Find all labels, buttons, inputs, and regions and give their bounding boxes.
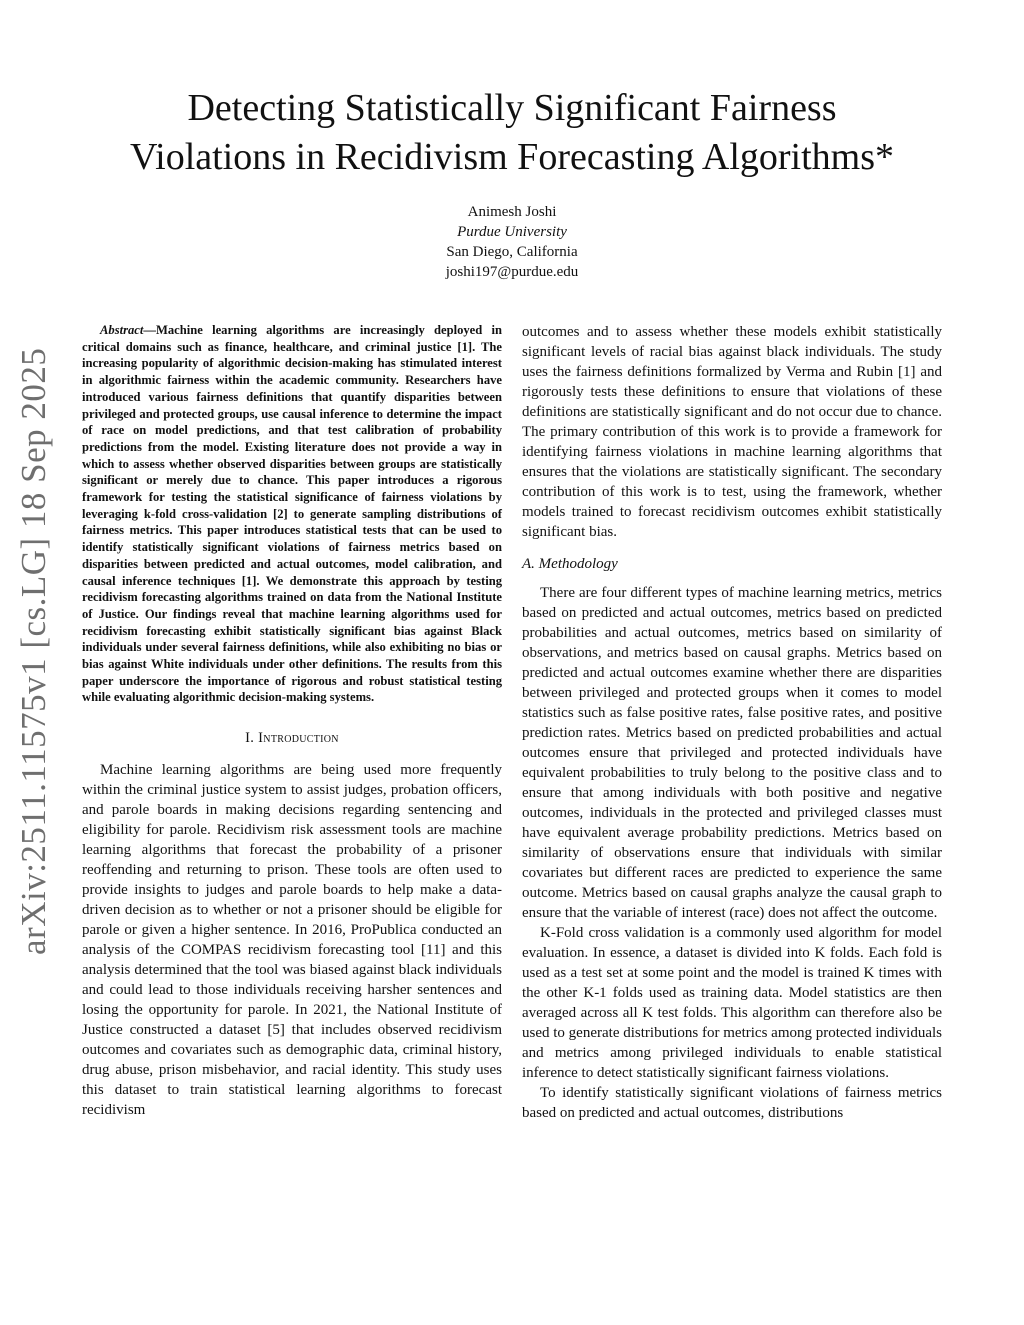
author-block — [312, 202, 712, 282]
section-number: I. — [245, 730, 255, 747]
intro-paragraph: Machine learning algorithms are being used more frequently within the criminal justice system to assist judges, probation officers, and parole boards in making decisions regarding sentencing and eligibility for parole. Recidivism risk assessment tools are machine learning algorithms that forecast the probability of a prisoner reoffending and returning to prison. These tools are often used to provide insights to judges and parole boards to help make a data-driven decision as to whether or not a prisoner should be eligible for parole or given a higher sentence. In 2016, ProPublica conducted an analysis of the COMPAS recidivism forecasting tool [11] and this analysis determined that the tool was biased against black individuals and could lead to those individuals receiving harsher sentences and losing the opportunity for parole. In 2021, the National Institute of Justice constructed a dataset [5] that includes observed recidivism outcomes and covariates such as demographic data, criminal history, drug abuse, prison misbehavior, and racial identity. This study uses this dataset to train statistical learning algorithms to forecast recidivism — [82, 762, 502, 1119]
right-column — [522, 322, 942, 1123]
section-title: Introduction — [258, 730, 339, 747]
intro-paragraph-continued: outcomes and to assess whether these models exhibit statistically significant levels of racial bias against black individuals. The study uses the fairness definitions formalized by Verma and Rubin [1] and rigorously tests these definitions to ensure that violations of these definitions are statistically significant and do not occur due to chance. The primary contribution of this work is to provide a framework for identifying fairness violations in machine learning algorithms that ensures that the violations are statistically significant. The secondary contribution of this work is to test, using the framework, whether models trained to forecast recidivism outcomes exhibit statistically significant bias. — [522, 324, 942, 540]
arxiv-identifier: arXiv:2511.11575v1 [cs.LG] 18 Sep 2025 — [14, 347, 53, 955]
methodology-paragraph-2: K-Fold cross validation is a commonly used algorithm for model evaluation. In essence, a dataset is divided into K folds. Each fold is used as a test set at some point and the model is trained K times with the other K-1 folds used as training data. Model statistics are then averaged across all K test folds. This algorithm can therefore also be used to generate distributions for metrics among protected individuals and metrics among privileged individuals to enable statistical inference to detect statistically significant fairness violations. — [522, 925, 942, 1081]
abstract-label: Abstract — [100, 323, 144, 337]
paper-title-line-1: Detecting Statistically Significant Fairness — [187, 87, 837, 129]
methodology-paragraph-1: There are four different types of machine learning metrics, metrics based on predicted and actual outcomes, metrics based on predicted probabilities and actual outcomes, metrics based on similarity of observations, and metrics based on causal graphs. Metrics based on predicted and actual outcomes examine whether there are disparities between privileged and protected groups when it comes to model statistics such as false positive rates, false positive rates, and positive prediction rates. Metrics based on predicted probabilities and actual outcomes ensure that privileged and protected individuals have equivalent probabilities to truly belong to the positive class and to ensure that among individuals with both positive and negative outcomes, individuals in the protected and privileged classes must have equivalent average probability predictions. Metrics based on similarity of observations ensure that individuals with similar covariates but different races are predicted to experience the same outcome. Metrics based on causal graphs analyze the causal graph to ensure that the variable of interest (race) does not affect the outcome. — [522, 585, 942, 921]
author-location: San Diego, California — [446, 244, 578, 260]
left-column — [82, 322, 502, 1120]
author-affiliation: Purdue University — [457, 224, 567, 240]
paper-title-line-2: Violations in Recidivism Forecasting Algorithms* — [129, 136, 894, 178]
author-name: Animesh Joshi — [467, 204, 557, 220]
abstract-text: —Machine learning algorithms are increasingly deployed in critical domains such as finance, healthcare, and criminal justice [1]. The increasing popularity of algorithmic decision-making has stimulated interest in algorithmic fairness within the academic community. Researchers have introduced various fairness definitions that quantify disparities between privileged and protected groups, use causal inference to determine the impact of race on model predictions, and that test calibration of probability predictions from the model. Existing literature does not provide a way in which to assess whether observed disparities between groups are statistically significant or merely due to chance. This paper introduces a rigorous framework for testing the statistical significance of fairness violations by leveraging k-fold cross-validation [2] to generate sampling distributions of fairness metrics. This paper introduces statistical tests that can be used to identify statistically significant violations of fairness metrics based on disparities between predicted and actual outcomes, model calibration, and causal inference techniques [1]. We demonstrate this approach by testing recidivism forecasting algorithms trained on data from the National Institute of Justice. Our findings reveal that machine learning algorithms used for recidivism forecasting exhibit statistically significant bias against Black individuals under several fairness definitions, while also exhibiting no bias or bias against White individuals under other definitions. The results from this paper underscore the importance of rigorous and robust statistical testing while evaluating algorithmic decision-making systems. — [82, 323, 502, 705]
section-heading-introduction — [82, 728, 502, 748]
paper-title — [80, 84, 944, 182]
subsection-heading-methodology: A. Methodology — [522, 556, 618, 572]
author-email: joshi197@purdue.edu — [445, 264, 579, 280]
abstract — [82, 322, 502, 706]
methodology-paragraph-3: To identify statistically significant violations of fairness metrics based on predicted and actual outcomes, distributions — [522, 1085, 942, 1121]
